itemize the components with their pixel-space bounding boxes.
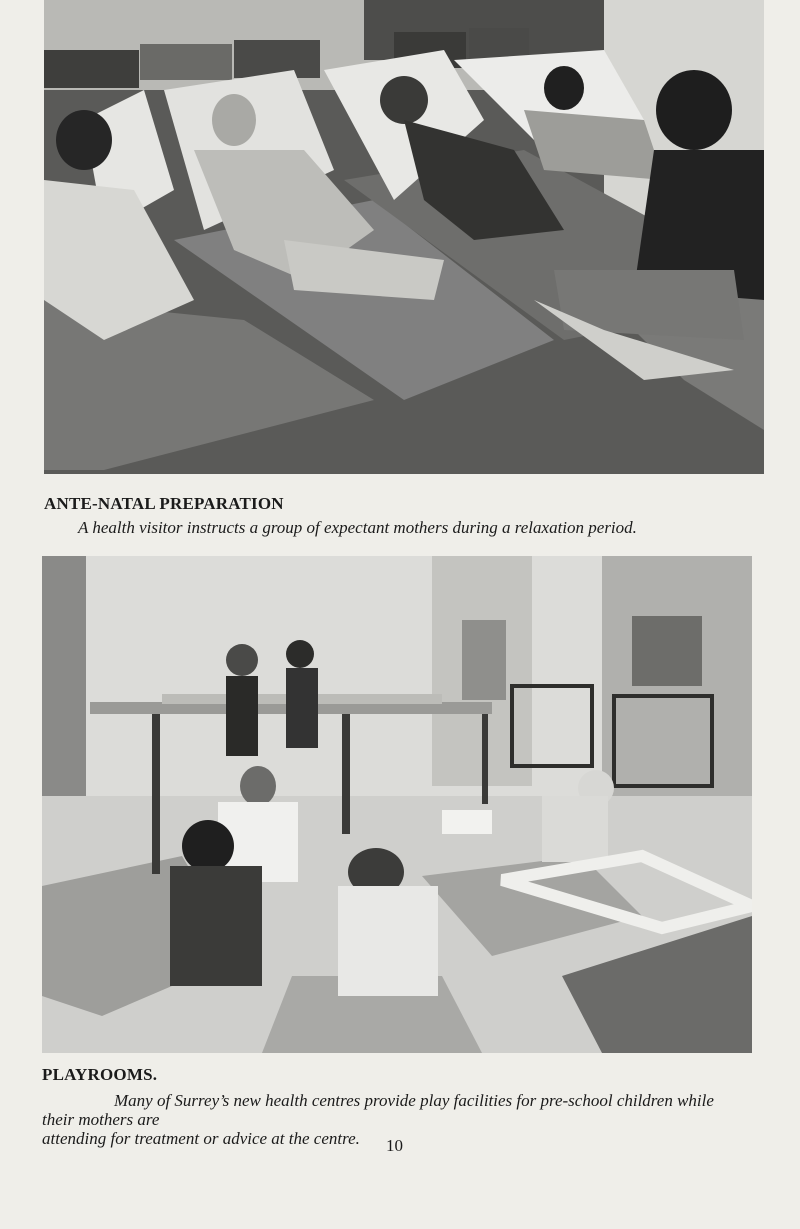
section-heading-playrooms: PLAYROOMS. [42,1065,158,1084]
section-heading-ante-natal: ANTE-NATAL PREPARATION [44,494,284,513]
caption-ante-natal: A health visitor instructs a group of expectant mothers during a relaxation period. [78,518,637,537]
caption-playrooms-line2: attending for treatment or advice at the centre. [42,1129,360,1148]
page-number: 10 [386,1136,403,1155]
ante-natal-photo [44,0,764,474]
caption-playrooms-line1: Many of Surrey’s new health centres provide play facilities for pre-school children while their mothers are [42,1091,714,1129]
playroom-photo [42,556,752,1053]
